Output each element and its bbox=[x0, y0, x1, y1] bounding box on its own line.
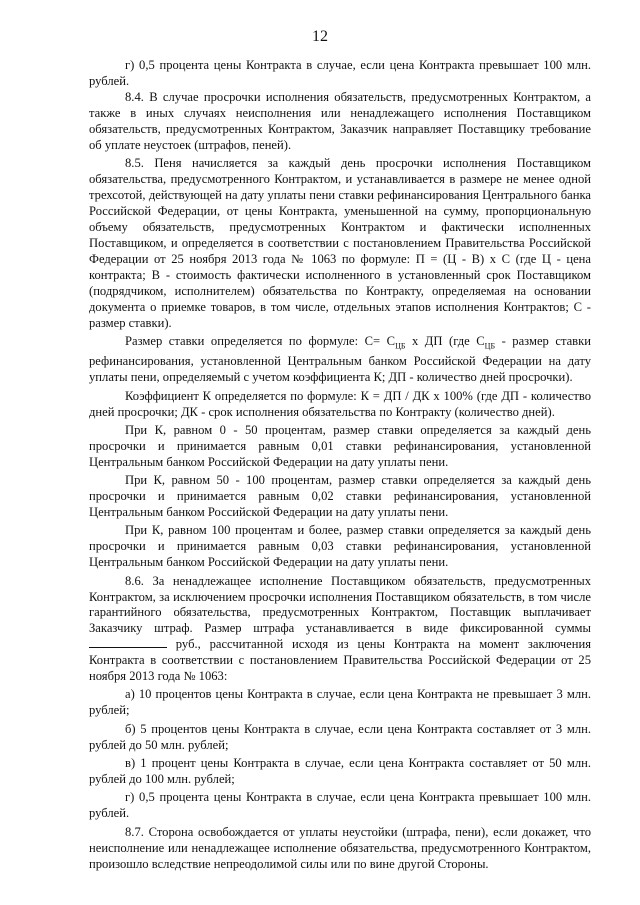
blank-amount-line bbox=[89, 637, 167, 648]
paragraph-rate-formula bbox=[89, 334, 591, 386]
paragraph-8-6-part-2: руб., рассчитанной исходя из цены Контракта на момент заключения Контракта в соответствии с постановлением Правительства Российской Федерации от 25 ноября 2013 года № 1063: bbox=[89, 637, 591, 684]
rate-formula-part-1: Размер ставки определяется по формуле: С= С bbox=[125, 333, 396, 348]
paragraph-k-50-100: При К, равном 50 - 100 процентам, размер ставки определяется за каждый день просрочки и принимается равным 0,02 ставки рефинансирования, установленной Центральным банком Российской Федерации на дату уплаты пени. bbox=[89, 473, 591, 519]
paragraph-8-4: 8.4. В случае просрочки исполнения обязательств, предусмотренных Контрактом, а также в иных случаях неисполнения или ненадлежащего исполнения Поставщиком обязательств, предусмотренных Контрактом, Заказчик направляет Поставщику требование об уплате неустоек (штрафов, пеней). bbox=[89, 90, 591, 153]
rate-subscript-2: ЦБ bbox=[484, 341, 496, 351]
paragraph-g-continued: г) 0,5 процента цены Контракта в случае, если цена Контракта превышает 100 млн. рублей. bbox=[89, 58, 591, 88]
rate-formula-part-2: х ДП (где С bbox=[405, 333, 485, 348]
page-number: 12 bbox=[312, 28, 328, 45]
paragraph-8-6-part-1: 8.6. За ненадлежащее исполнение Поставщиком обязательств, предусмотренных Контрактом, за исключением просрочки исполнения Поставщиком обязательств, в том числе гарантийного обязательства, предусмотренных Контрактом, Поставщик выплачивает Заказчику штраф. Размер штрафа устанавливается в виде фиксированной суммы bbox=[89, 573, 591, 636]
item-g: г) 0,5 процента цены Контракта в случае, если цена Контракта превышает 100 млн. рублей. bbox=[89, 790, 591, 821]
document-body bbox=[89, 58, 591, 873]
paragraph-8-5: 8.5. Пеня начисляется за каждый день просрочки исполнения Поставщиком обязательства, предусмотренного Контрактом, и устанавливается в размере не менее одной трехсотой, действующей на дату уплаты пени ставки рефинансирования Центрального банка Российской Федерации, от цены Контракта, уменьшенной на сумму, пропорциональную объему обязательств, предусмотренных Контрактом и фактически исполненных Поставщиком, и определяется в соответствии с постановлением Правительства Российской Федерации от 25 ноября 2013 года № 1063 по формуле: П = (Ц - В) х С (где Ц - цена контракта; В - стоимость фактически исполненного в установленный срок Поставщиком (подрядчиком, исполнителем) обязательства по Контракту, определяемая на основании документа о приемке товаров, в том числе, отдельных этапов исполнения Контрактов; С - размер ставки). bbox=[89, 156, 591, 330]
paragraph-k-100: При К, равном 100 процентам и более, размер ставки определяется за каждый день просрочки и принимается равным 0,03 ставки рефинансирования, установленной Центральным банком Российской Федерации на дату уплаты пени. bbox=[89, 523, 591, 570]
item-v: в) 1 процент цены Контракта в случае, если цена Контракта составляет от 50 млн. рублей до 100 млн. рублей; bbox=[89, 756, 591, 786]
paragraph-k-0-50: При К, равном 0 - 50 процентам, размер ставки определяется за каждый день просрочки и принимается равным 0,01 ставки рефинансирования, установленной Центральным банком Российской Федерации на дату уплаты пени. bbox=[89, 422, 591, 469]
paragraph-8-7: 8.7. Сторона освобождается от уплаты неустойки (штрафа, пени), если докажет, что неисполнение или ненадлежащее исполнение обязательства, предусмотренного Контрактом, произошло вследствие непреодолимой силы или по вине другой Стороны. bbox=[89, 824, 591, 871]
paragraph-8-6 bbox=[89, 574, 591, 685]
item-a: а) 10 процентов цены Контракта в случае, если цена Контракта не превышает 3 млн. рублей; bbox=[89, 687, 591, 718]
rate-subscript-1: ЦБ bbox=[395, 341, 406, 351]
item-b: б) 5 процентов цены Контракта в случае, если цена Контракта составляет от 3 млн. рублей до 50 млн. рублей; bbox=[89, 721, 591, 752]
paragraph-coefficient: Коэффициент К определяется по формуле: К = ДП / ДК х 100% (где ДП - количество дней просрочки; ДК - срок исполнения обязательства по Контракту (количество дней). bbox=[89, 388, 591, 419]
rate-formula-part-3: - размер ставки рефинансирования, установленной Центральным банком Российской Федерации на дату уплаты пени, определяемый с учетом коэффициента К; ДП - количество дней просрочки). bbox=[89, 333, 591, 385]
